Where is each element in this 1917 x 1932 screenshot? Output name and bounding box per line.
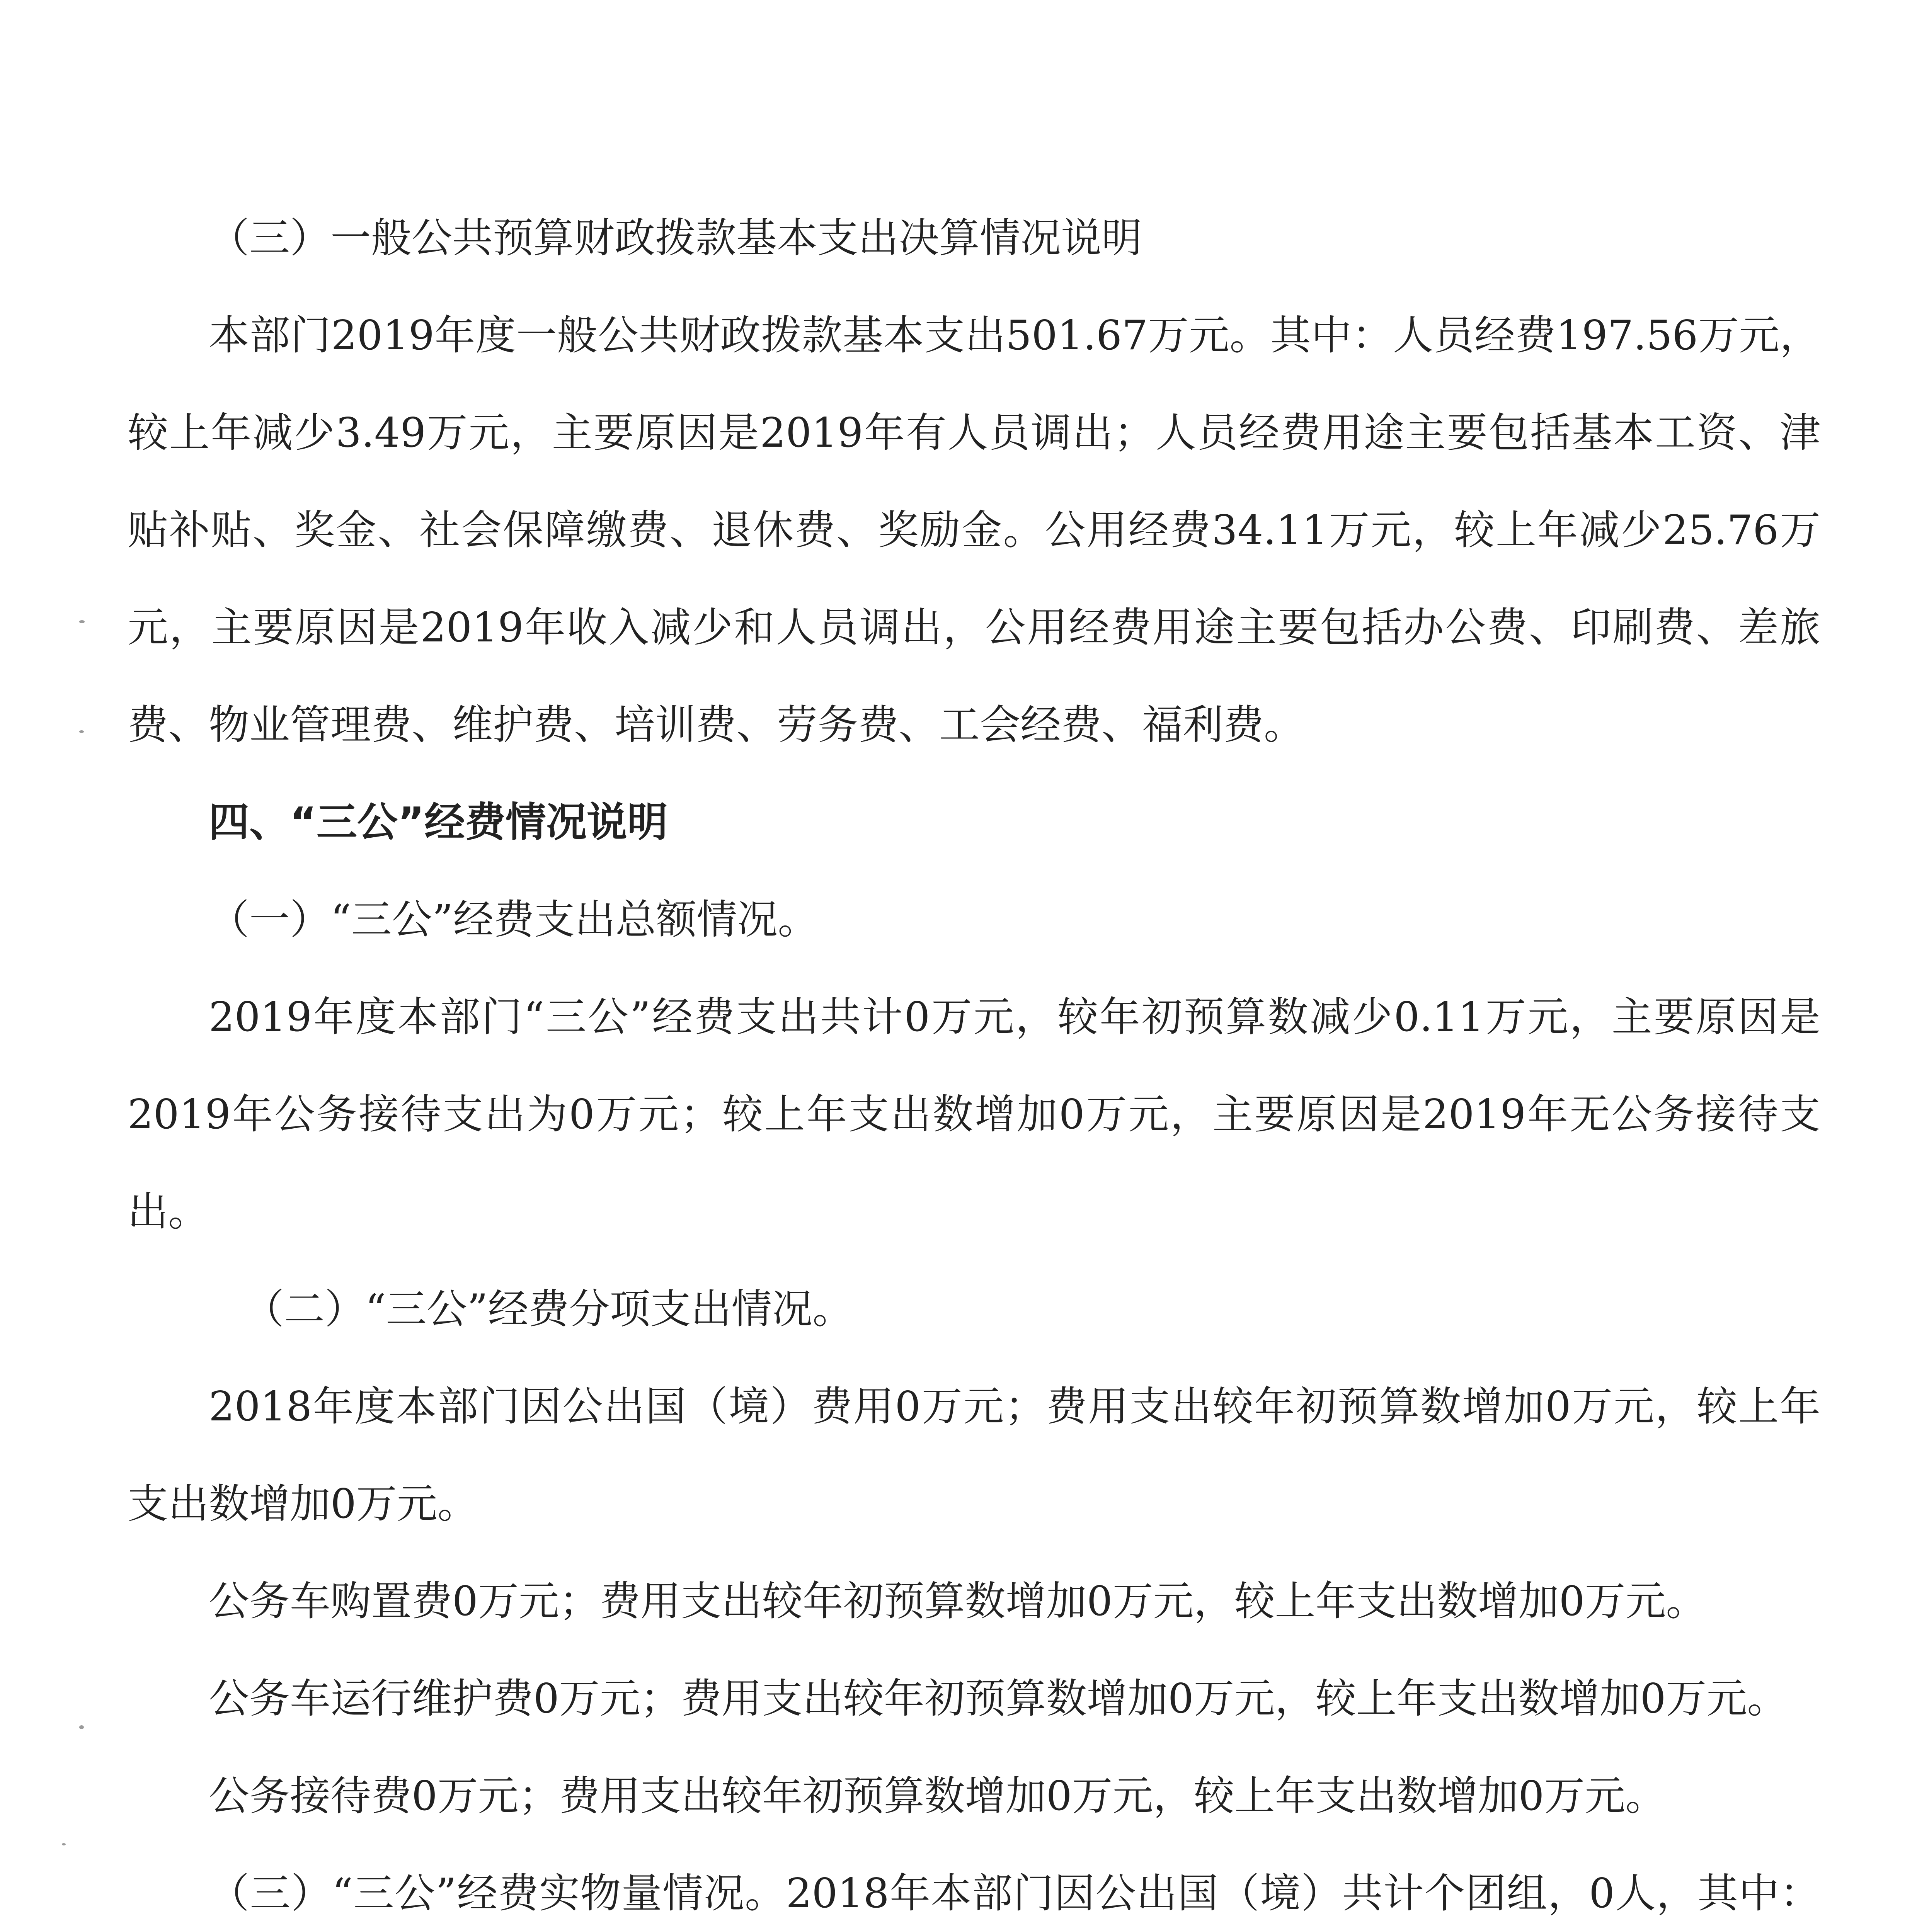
paragraph-physical-quantity: （三）“三公”经费实物量情况。2018年本部门因公出国（境）共计个团组，0人，其中： <box>209 1870 1820 1917</box>
scan-speck <box>62 1843 66 1845</box>
paragraph-total: 2019年度本部门“三公”经费支出共计0万元，较年初预算数减少0.11万元，主要原因是2019年公务接待支出为0万元；较上年支出数增加0万元，主要原因是2019年无公务接待支出。 <box>128 993 1820 1235</box>
paragraph-vehicle-maintenance: 公务车运行维护费0万元；费用支出较年初预算数增加0万元，较上年支出数增加0万元。 <box>209 1675 1788 1722</box>
scan-speck <box>79 1725 84 1729</box>
subsection-heading-itemized: （二）“三公”经费分项支出情况。 <box>243 1286 853 1333</box>
body-text <box>128 189 1820 1932</box>
section-heading-three-public: 四、“三公”经费情况说明 <box>209 799 668 846</box>
paragraph-reception: 公务接待费0万元；费用支出较年初预算数增加0万元，较上年支出数增加0万元。 <box>209 1772 1666 1820</box>
subsection-heading-basic-expenditure: （三）一般公共预算财政拨款基本支出决算情况说明 <box>209 214 1142 262</box>
paragraph-vehicle-purchase: 公务车购置费0万元；费用支出较年初预算数增加0万元，较上年支出数增加0万元。 <box>209 1578 1707 1625</box>
subsection-heading-total: （一）“三公”经费支出总额情况。 <box>209 896 819 943</box>
scan-speck <box>79 620 85 623</box>
paragraph-basic-expenditure: 本部门2019年度一般公共财政拨款基本支出501.67万元。其中：人员经费197.56万元，较上年减少3.49万元，主要原因是2019年有人员调出；人员经费用途主要包括基本工资、津贴补贴、奖金、社会保障缴费、退休费、奖励金。公用经费34.11万元，较上年减少25.76万元，主要原因是2019年收入减少和人员调出，公用经费用途主要包括办公费、印刷费、差旅费、物业管理费、维护费、培训费、劳务费、工会经费、福利费。 <box>128 312 1820 748</box>
scan-speck <box>79 730 84 733</box>
paragraph-overseas: 2018年度本部门因公出国（境）费用0万元；费用支出较年初预算数增加0万元，较上年支出数增加0万元。 <box>128 1383 1820 1527</box>
